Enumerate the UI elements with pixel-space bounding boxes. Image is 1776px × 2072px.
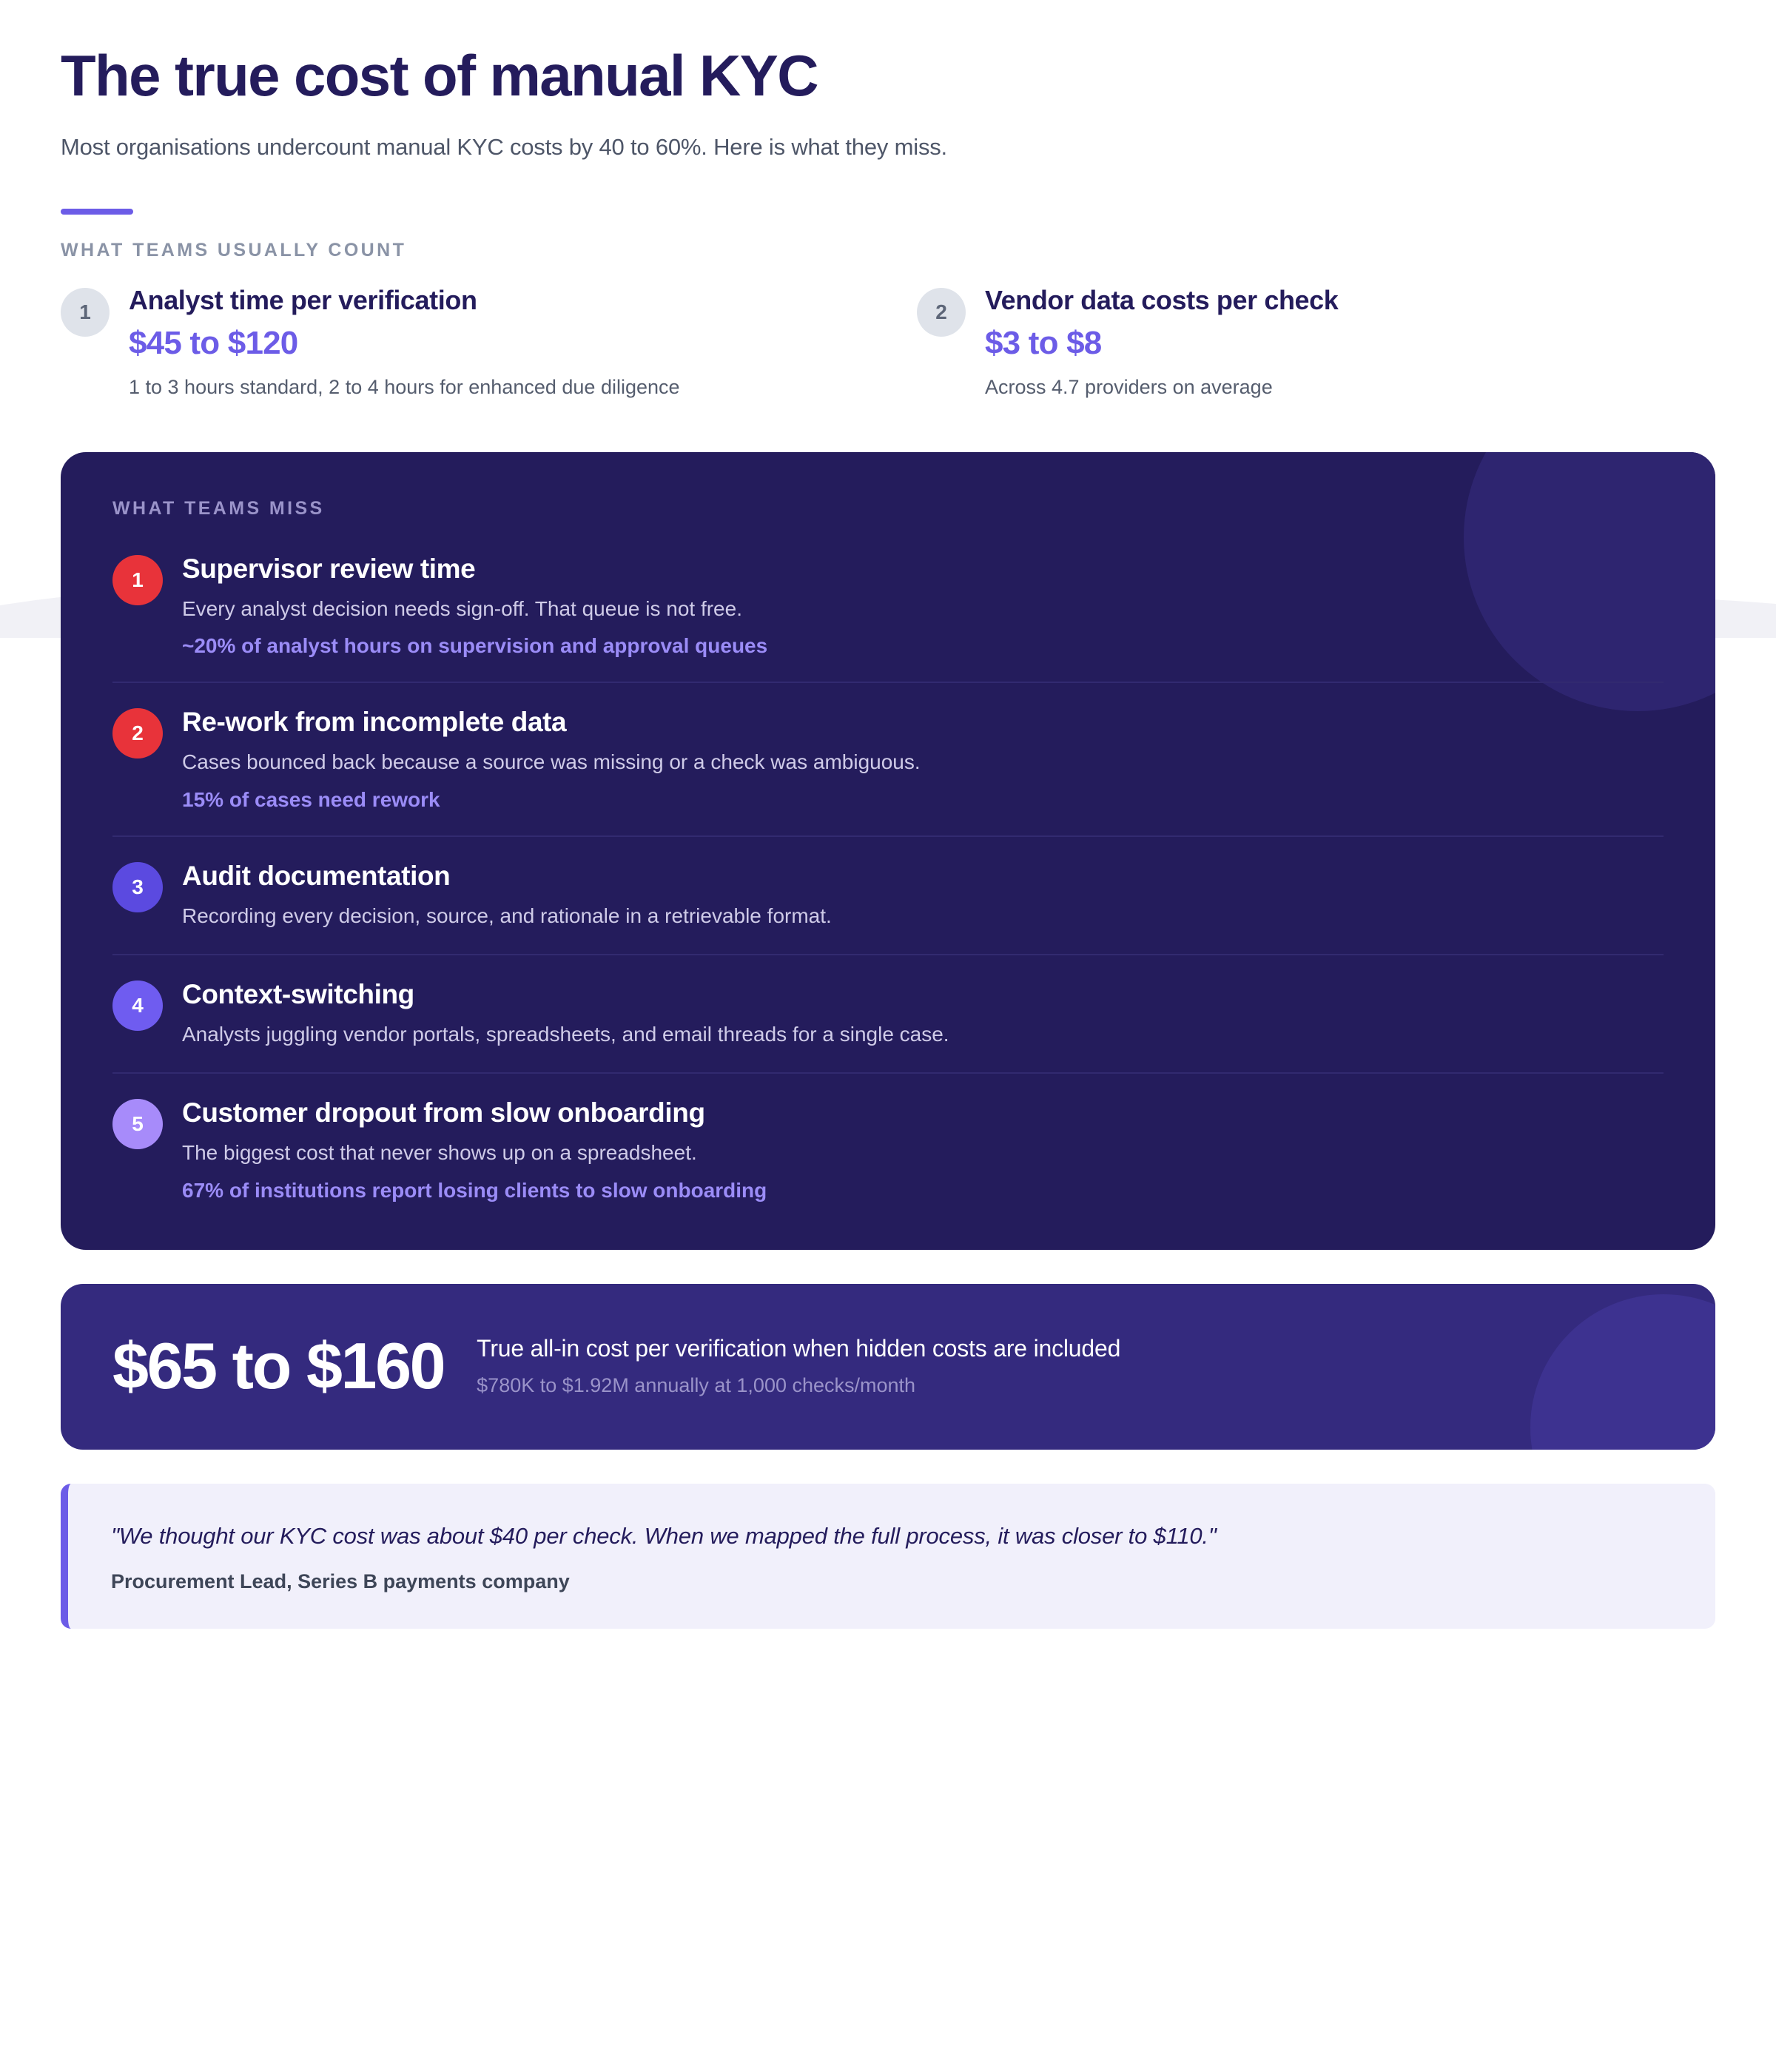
counted-item-title: Vendor data costs per check (985, 284, 1339, 315)
list-item (112, 955, 1664, 1074)
quote-author: Procurement Lead, Series B payments company (111, 1570, 570, 1593)
counted-item (61, 282, 859, 402)
missed-items-list (112, 539, 1664, 1207)
number-badge: 2 (917, 288, 966, 337)
total-cost-value: $65 to $160 (112, 1328, 445, 1402)
counted-item-value: $3 to $8 (985, 324, 1102, 361)
total-cost-label: True all-in cost per verification when hidden costs are included (477, 1334, 1121, 1362)
missed-costs-panel (61, 452, 1715, 1250)
missed-item-description: Every analyst decision needs sign-off. That queue is not free. (182, 596, 742, 620)
counted-item-value: $45 to $120 (129, 324, 298, 361)
missed-item-title: Re-work from incomplete data (182, 707, 567, 738)
quote-text: "We thought our KYC cost was about $40 per check. When we mapped the full process, it was closer to $110." (111, 1522, 1217, 1549)
number-badge: 4 (112, 980, 163, 1031)
missed-item-description: Analysts juggling vendor portals, spreadsheets, and email threads for a single case. (182, 1022, 949, 1046)
counted-item-title: Analyst time per verification (129, 284, 477, 315)
number-badge: 1 (112, 555, 163, 605)
list-item (112, 539, 1664, 684)
page-subtitle: Most organisations undercount manual KYC costs by 40 to 60%. Here is what they miss. (61, 133, 947, 160)
counted-item-note: Across 4.7 providers on average (985, 375, 1273, 398)
counted-items-grid (61, 282, 1715, 402)
number-badge: 1 (61, 288, 110, 337)
counted-section-eyebrow: WHAT TEAMS USUALLY COUNT (61, 239, 407, 260)
list-item (112, 683, 1664, 837)
decorative-circle (1530, 1294, 1715, 1450)
page-title: The true cost of manual KYC (61, 43, 818, 108)
list-item (112, 1074, 1664, 1207)
quote-card (61, 1484, 1715, 1629)
number-badge: 5 (112, 1099, 163, 1149)
missed-section-eyebrow: WHAT TEAMS MISS (112, 497, 325, 519)
list-item (112, 837, 1664, 955)
missed-item-title: Context-switching (182, 978, 414, 1009)
missed-item-stat: ~20% of analyst hours on supervision and approval queues (182, 634, 768, 658)
counted-item (917, 282, 1715, 402)
missed-item-stat: 67% of institutions report losing clients to slow onboarding (182, 1178, 767, 1202)
missed-item-description: Recording every decision, source, and rationale in a retrievable format. (182, 904, 832, 928)
counted-item-note: 1 to 3 hours standard, 2 to 4 hours for enhanced due diligence (129, 375, 680, 398)
missed-item-title: Audit documentation (182, 861, 451, 892)
missed-item-description: The biggest cost that never shows up on a spreadsheet. (182, 1140, 697, 1164)
total-cost-panel (61, 1284, 1715, 1450)
number-badge: 3 (112, 862, 163, 912)
missed-item-stat: 15% of cases need rework (182, 788, 440, 812)
missed-item-description: Cases bounced back because a source was missing or a check was ambiguous. (182, 750, 921, 774)
total-cost-subtext: $780K to $1.92M annually at 1,000 checks/month (477, 1373, 916, 1396)
missed-item-title: Customer dropout from slow onboarding (182, 1097, 705, 1128)
number-badge: 2 (112, 708, 163, 758)
missed-item-title: Supervisor review time (182, 553, 476, 584)
accent-divider (61, 209, 133, 215)
